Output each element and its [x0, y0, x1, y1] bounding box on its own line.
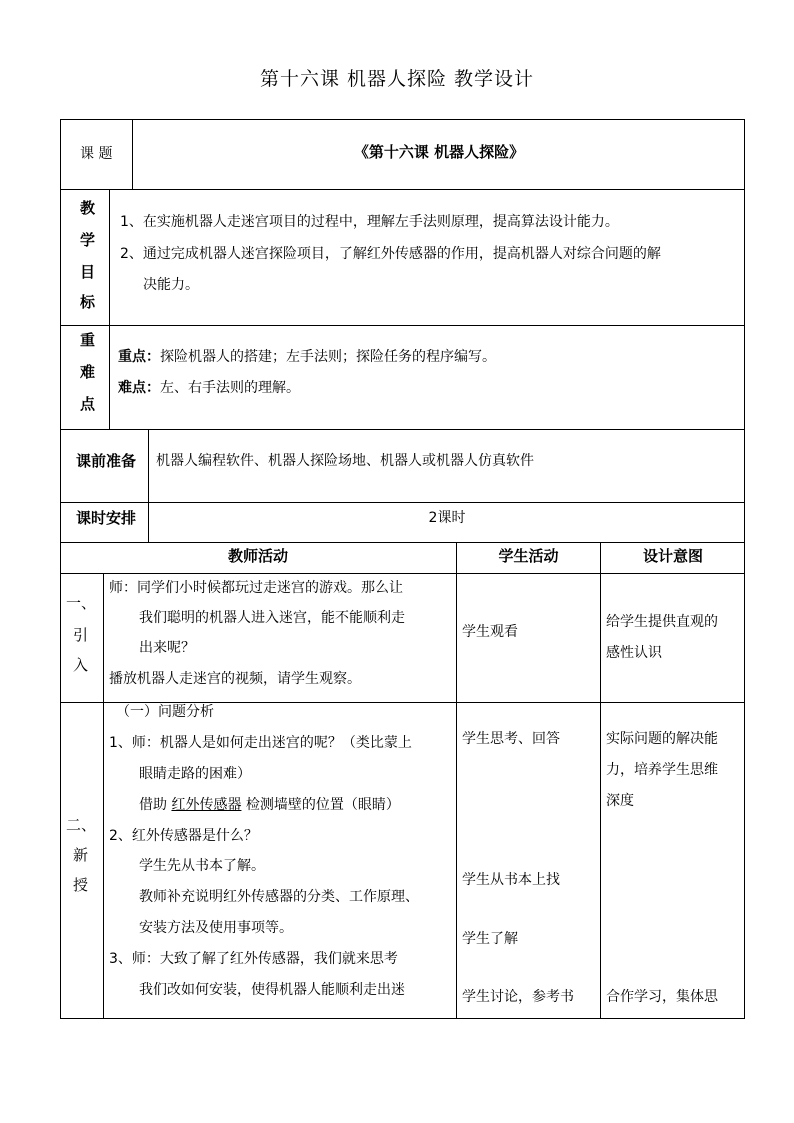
teacher-line: [139, 795, 400, 815]
col-divider: [600, 542, 601, 1019]
objectives-label: 教: [80, 199, 96, 217]
intro-stage-label: 入: [73, 656, 89, 674]
teacher-line: 1、师：机器人是如何走出迷宫的呢？（类比蒙上: [109, 735, 412, 751]
new-student-activity: 学生了解: [462, 931, 518, 947]
intro-intent-line: 感性认识: [606, 645, 662, 661]
col-divider: [103, 573, 104, 1019]
key-points-label: 点: [80, 395, 96, 413]
row-divider: [60, 573, 745, 574]
difficulty-label: 难点：: [118, 380, 160, 396]
objective-line: 2、通过完成机器人迷宫探险项目，了解红外传感器的作用，提高机器人对综合问题的解: [120, 246, 661, 262]
teacher-line: 3、师：大致了解了红外传感器，我们就来思考: [109, 951, 398, 967]
header-design-intent: 设计意图: [642, 547, 703, 565]
new-student-activity: 学生思考、回答: [462, 731, 560, 747]
topic-label: 课 题: [80, 146, 113, 162]
header-teacher-activity: 教师活动: [227, 547, 288, 565]
new-lesson-stage-label: 二、: [66, 816, 97, 834]
header-student-activity: 学生活动: [498, 547, 559, 565]
new-intent-line: 深度: [606, 793, 634, 809]
objectives-label: 目: [80, 263, 96, 281]
intro-teacher-line: 出来呢？: [139, 640, 195, 656]
focus-label: 重点：: [118, 349, 160, 365]
difficulty-text: 左、右手法则的理解。: [160, 380, 300, 396]
new-student-activity: 学生从书本上找: [462, 872, 560, 888]
objectives-label: 学: [80, 231, 96, 249]
teacher-line: 我们改如何安装，使得机器人能顺利走出迷: [139, 982, 405, 998]
row-divider: [60, 542, 745, 543]
intro-teacher-line: 我们聪明的机器人进入迷宫，能不能顺利走: [139, 610, 405, 626]
key-points-label: 重: [80, 331, 96, 349]
schedule-value: 2课时: [428, 510, 466, 526]
intro-intent-line: 给学生提供直观的: [606, 614, 718, 630]
objective-line: 1、在实施机器人走迷宫项目的过程中，理解左手法则原理，提高算法设计能力。: [120, 214, 619, 230]
row-divider: [60, 325, 745, 326]
teacher-line: 2、红外传感器是什么？: [109, 828, 258, 844]
row-divider: [60, 429, 745, 430]
key-points-label: 难: [80, 363, 96, 381]
page-title: 第十六课 机器人探险 教学设计: [259, 68, 535, 90]
sensor-underlined: 红外传感器: [171, 797, 242, 813]
row-divider: [60, 502, 745, 503]
teacher-line: 眼睛走路的困难）: [139, 766, 251, 782]
teacher-line: 学生先从书本了解。: [139, 858, 265, 874]
sensor-suffix: 检测墙壁的位置（眼睛）: [245, 797, 400, 813]
analysis-heading: （一）问题分析: [116, 704, 214, 720]
col-divider: [109, 189, 110, 429]
focus-line: [118, 347, 496, 367]
difficulty-line: [118, 378, 300, 398]
intro-teacher-line: 师：同学们小时候都玩过走迷宫的游戏。那么让: [109, 580, 403, 596]
preparation-label: 课前准备: [76, 452, 137, 470]
focus-text: 探险机器人的搭建；左手法则；探险任务的程序编写。: [160, 349, 496, 365]
sensor-prefix: 借助: [139, 797, 167, 813]
new-intent-line: 合作学习，集体思: [606, 989, 718, 1005]
col-divider: [456, 542, 457, 1019]
intro-student-activity: 学生观看: [462, 624, 518, 640]
new-intent-line: 实际问题的解决能: [606, 731, 718, 747]
topic-value: 《第十六课 机器人探险》: [353, 143, 525, 161]
new-lesson-stage-label: 新: [73, 846, 89, 864]
teacher-line: 教师补充说明红外传感器的分类、工作原理、: [139, 889, 419, 905]
new-student-activity: 学生讨论，参考书: [462, 989, 574, 1005]
new-lesson-stage-label: 授: [73, 876, 89, 894]
intro-stage-label: 一、: [66, 594, 97, 612]
objectives-label: 标: [80, 293, 96, 311]
intro-teacher-line: 播放机器人走迷宫的视频，请学生观察。: [109, 671, 361, 687]
new-intent-line: 力，培养学生思维: [606, 762, 718, 778]
objective-line: 决能力。: [143, 277, 199, 293]
preparation-value: 机器人编程软件、机器人探险场地、机器人或机器人仿真软件: [156, 453, 534, 469]
teacher-line: 安装方法及使用事项等。: [139, 920, 293, 936]
row-divider: [60, 189, 745, 190]
schedule-label: 课时安排: [76, 509, 137, 527]
intro-stage-label: 引: [73, 626, 89, 644]
